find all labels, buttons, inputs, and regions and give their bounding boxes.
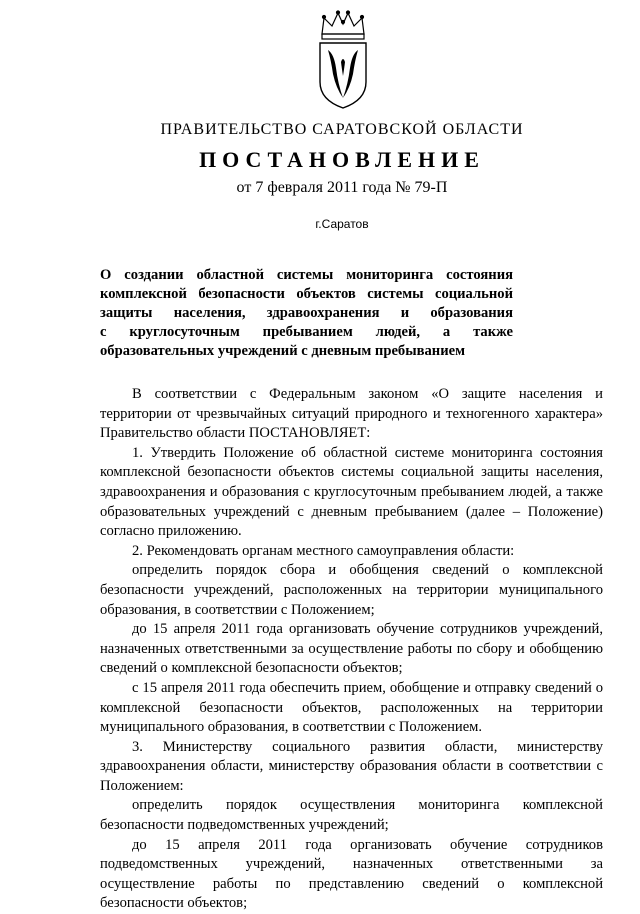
document-type: ПОСТАНОВЛЕНИЕ <box>199 147 485 172</box>
preamble-paragraph: В соответствии с Федеральным законом «О защите населения и территории от чрезвычайных ситуаций природного и техногенного характера» Правительство области ПОСТАНОВЛЯЕТ: <box>100 386 603 442</box>
document-body <box>100 385 603 914</box>
item-2-paragraph: 2. Рекомендовать органам местного самоуправления области: <box>132 542 515 559</box>
title-line: с круглосуточным пребыванием людей, а также <box>100 324 513 340</box>
government-name: ПРАВИТЕЛЬСТВО САРАТОВСКОЙ ОБЛАСТИ <box>160 121 524 138</box>
item-3-paragraph: 3. Министерству социального развития области, министерству здравоохранения области, министерству образования области в соответствии с Положением: <box>100 738 603 794</box>
item-3-subparagraph: до 15 апреля 2011 года организовать обучение сотрудников подведомственных учреждений, назначенных ответственными за осуществление работы по представлению сведений о комплексной безопасности объектов; <box>100 836 603 912</box>
item-1-paragraph: 1. Утвердить Положение об областной системе мониторинга состояния комплексной безопасности объектов системы социальной защиты населения, здравоохранения и образования с круглосуточным пребыванием людей, а также образовательных учреждений с дневным пребыванием (далее – Положение) согласно приложению. <box>100 444 603 540</box>
title-line: О создании областной системы мониторинга состояния <box>100 267 513 283</box>
item-2-subparagraph: с 15 апреля 2011 года обеспечить прием, обобщение и отправку сведений о комплексной безопасности объектов, расположенных на территории муниципального образования, в соответствии с Положением. <box>100 679 603 736</box>
item-2-subparagraph: определить порядок сбора и обобщения сведений о комплексной безопасности учреждений, расположенных на территории муниципального образования, в соответствии с Положением; <box>100 562 603 618</box>
title-line: образовательных учреждений с дневным пребыванием <box>100 343 466 359</box>
saratov-coat-of-arms-icon <box>314 10 372 110</box>
document-title <box>100 266 513 361</box>
item-2-subparagraph: до 15 апреля 2011 года организовать обучение сотрудников учреждений, назначенных ответственными за осуществление работы по сбору и обобщению сведений о комплексной безопасности объектов; <box>100 621 603 677</box>
title-line: комплексной безопасности объектов системы социальной <box>100 286 513 302</box>
title-line: защиты населения, здравоохранения и образования <box>100 305 513 321</box>
item-3-subparagraph: определить порядок осуществления мониторинга комплексной безопасности подведомственных учреждений; <box>100 797 603 834</box>
date-and-number: от 7 февраля 2011 года № 79-П <box>236 179 448 196</box>
city: г.Саратов <box>315 217 369 231</box>
